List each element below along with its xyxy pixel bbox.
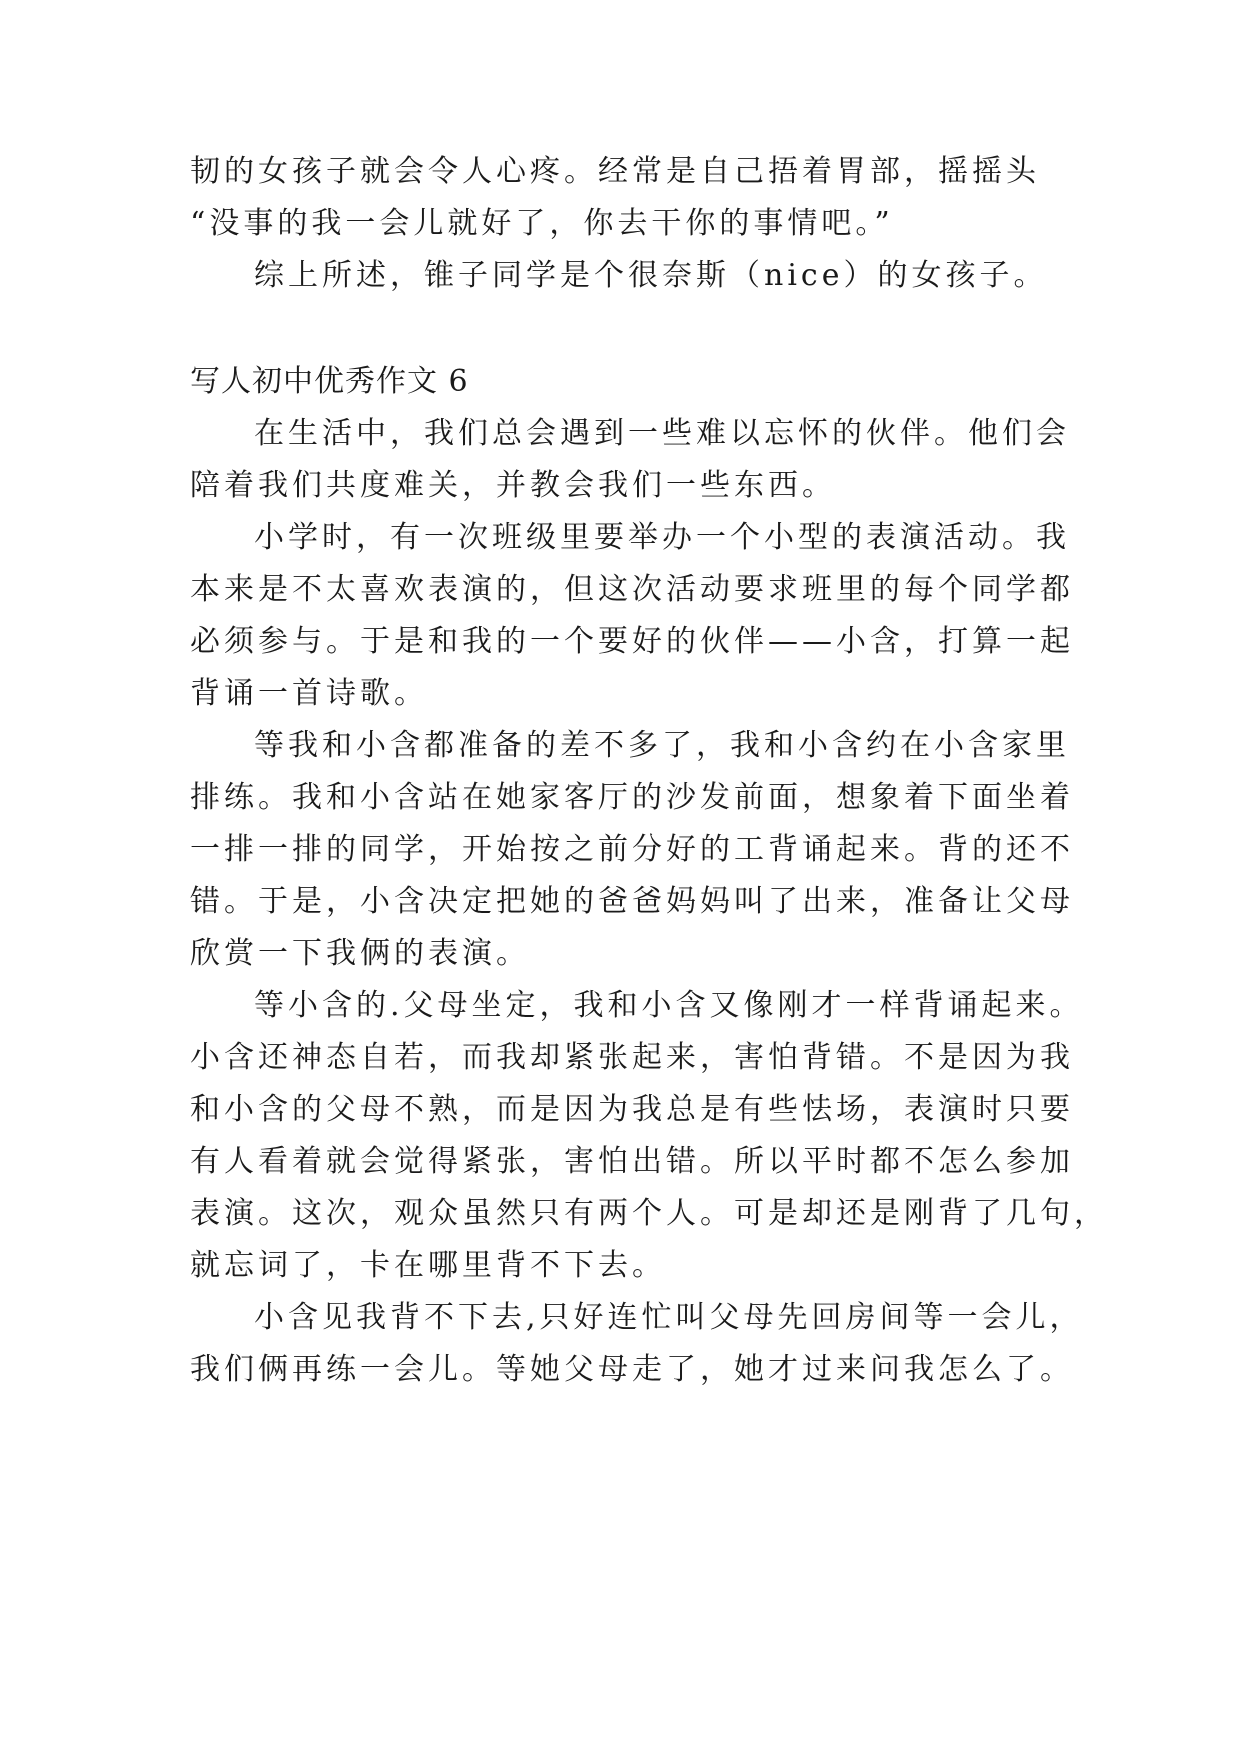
paragraph-line: 就忘词了，卡在哪里背不下去。 (190, 1248, 666, 1283)
text-line: 韧的女孩子就会令人心疼。经常是自己捂着胃部，摇摇头 (190, 154, 1040, 189)
paragraph-line: 必须参与。于是和我的一个要好的伙伴——小含，打算一起 (190, 624, 1074, 659)
paragraph-line: 错。于是，小含决定把她的爸爸妈妈叫了出来，准备让父母 (190, 884, 1074, 919)
section-title: 写人初中优秀作文 6 (190, 364, 469, 399)
paragraph-line: 在生活中，我们总会遇到一些难以忘怀的伙伴。他们会 (254, 416, 1070, 451)
paragraph-line: 小含还神态自若，而我却紧张起来，害怕背错。不是因为我 (190, 1040, 1074, 1075)
conclusion-line: 综上所述，锥子同学是个很奈斯（nice）的女孩子。 (254, 258, 1048, 293)
paragraph-line: 背诵一首诗歌。 (190, 676, 428, 711)
paragraph-line: 有人看着就会觉得紧张，害怕出错。所以平时都不怎么参加 (190, 1144, 1074, 1179)
paragraph-line: 小学时，有一次班级里要举办一个小型的表演活动。我 (254, 520, 1070, 555)
paragraph-line: 我们俩再练一会儿。等她父母走了，她才过来问我怎么了。 (190, 1352, 1074, 1387)
paragraph-line: 陪着我们共度难关，并教会我们一些东西。 (190, 468, 836, 503)
paragraph-line: 小含见我背不下去,只好连忙叫父母先回房间等一会儿， (254, 1300, 1084, 1335)
paragraph-line: 和小含的父母不熟，而是因为我总是有些怯场，表演时只要 (190, 1092, 1074, 1127)
paragraph-line: 排练。我和小含站在她家客厅的沙发前面，想象着下面坐着 (190, 780, 1074, 815)
paragraph-line: 本来是不太喜欢表演的，但这次活动要求班里的每个同学都 (190, 572, 1074, 607)
paragraph-line: 一排一排的同学，开始按之前分好的工背诵起来。背的还不 (190, 832, 1074, 867)
paragraph-line: 表演。这次，观众虽然只有两个人。可是却还是刚背了几句， (190, 1196, 1108, 1231)
text-line: “没事的我一会儿就好了，你去干你的事情吧。” (190, 206, 894, 241)
paragraph-line: 等小含的.父母坐定，我和小含又像刚才一样背诵起来。 (254, 988, 1084, 1023)
paragraph-line: 等我和小含都准备的差不多了，我和小含约在小含家里 (254, 728, 1070, 763)
paragraph-line: 欣赏一下我俩的表演。 (190, 936, 530, 971)
